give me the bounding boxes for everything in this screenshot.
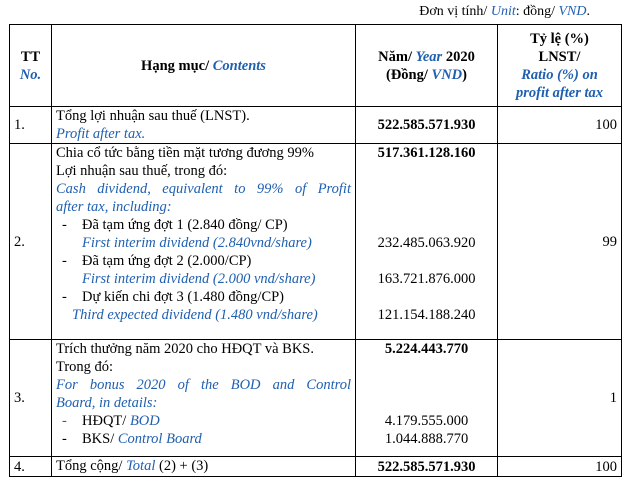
sub-item: - Đã tạm ứng đợt 2 (2.000/CP) (62, 253, 252, 269)
row-ratio: 1 (498, 340, 622, 457)
row-number: 3. (10, 340, 52, 457)
unit-note: Đơn vị tính/ Unit: đồng/ VND. (419, 4, 590, 19)
header-year: Năm/ Year 2020 (Đồng/ VND) (356, 25, 498, 107)
sub-item: - HĐQT/ BOD (62, 413, 160, 429)
row-contents: Chia cổ tức bằng tiền mặt tương đương 99% Lợi nhuận sau thuế, trong đó: Cash dividend, equivalent to 99% of Profit after tax, including: - Đã tạm ứng đợt 1 (2.840 đồng/ CP) First interim dividend (2.840vnd/share) - Đã tạm ứng đợt 2 (2.000/CP) First interim dividend (2.000 vnd/share) - Dự kiến chi đợt 3 (1.480 đồng/CP) Third expected dividend (1.480 vnd/share) (52, 144, 356, 340)
sub-item: - Đã tạm ứng đợt 1 (2.840 đồng/ CP) (62, 217, 288, 233)
row-number: 2. (10, 144, 52, 340)
table-row (10, 144, 622, 340)
row-contents: Tổng lợi nhuận sau thuế (LNST). Profit after tax. (52, 107, 356, 144)
row-ratio: 100 (498, 457, 622, 477)
table-row (10, 457, 622, 477)
table-row (10, 340, 622, 457)
sub-item: - Dự kiến chi đợt 3 (1.480 đồng/CP) (62, 289, 285, 305)
row-ratio: 100 (498, 107, 622, 144)
row-number: 1. (10, 107, 52, 144)
row-contents: Tổng cộng/ Total (2) + (3) (52, 457, 356, 477)
row-value: 517.361.128.160 232.485.063.920 163.721.876.000 121.154.188.240 (356, 144, 498, 340)
row-ratio: 99 (498, 144, 622, 340)
table-row (10, 107, 622, 144)
row-number: 4. (10, 457, 52, 477)
table-header (10, 25, 622, 107)
row-value: 5.224.443.770 4.179.555.000 1.044.888.770 (356, 340, 498, 457)
profit-distribution-table (9, 24, 622, 477)
row-value: 522.585.571.930 (356, 457, 498, 477)
row-contents: Trích thưởng năm 2020 cho HĐQT và BKS. Trong đó: For bonus 2020 of the BOD and Control Board, in details: - HĐQT/ BOD - BKS/ Control Board (52, 340, 356, 457)
row-value: 522.585.571.930 (356, 107, 498, 144)
header-contents: Hạng mục/ Contents (52, 25, 356, 107)
sub-item: - BKS/ Control Board (62, 431, 202, 447)
header-ratio: Tỷ lệ (%) LNST/ Ratio (%) on profit after tax (498, 25, 622, 107)
header-no: TT No. (10, 25, 52, 107)
